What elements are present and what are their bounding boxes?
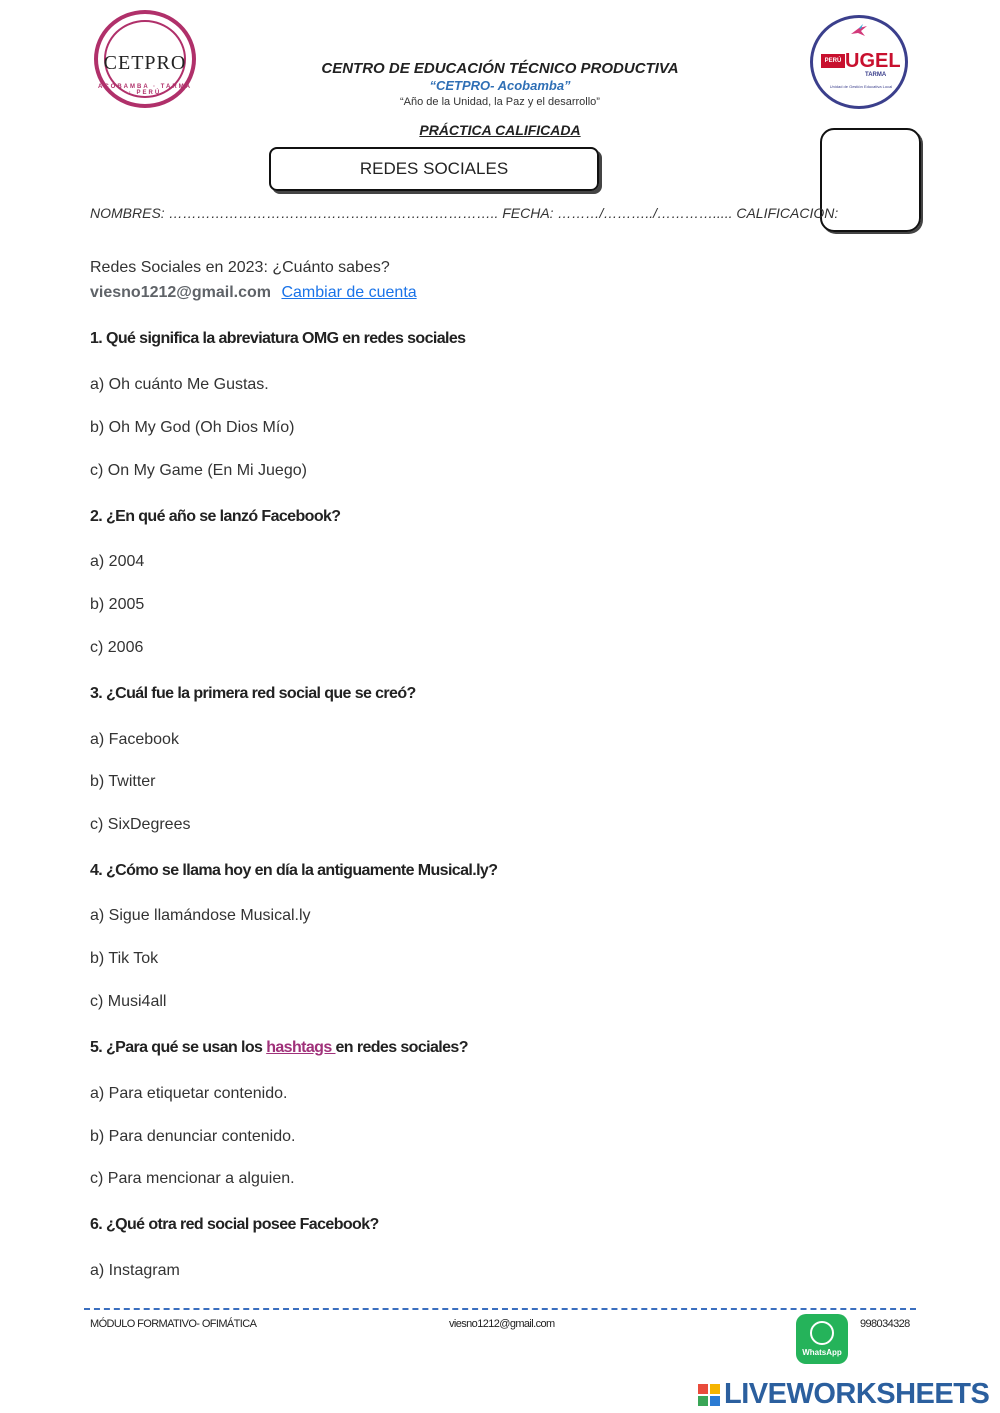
- cetpro-logo-text: CETPRO: [103, 52, 187, 74]
- topic-box: REDES SOCIALES: [269, 147, 599, 191]
- q3-option-a[interactable]: a) Facebook: [90, 731, 179, 748]
- peru-badge: PERÚ: [821, 54, 845, 68]
- liveworksheets-logo: [698, 1378, 989, 1411]
- footer-phone: 998034328: [860, 1318, 910, 1330]
- hummingbird-icon: [849, 24, 869, 38]
- year-motto: “Año de la Unidad, la Paz y el desarrollo”: [400, 96, 600, 108]
- institution-title: CENTRO DE EDUCACIÓN TÉCNICO PRODUCTIVA: [321, 60, 679, 77]
- q5-option-a[interactable]: a) Para etiquetar contenido.: [90, 1085, 288, 1102]
- ugel-text: UGEL: [845, 50, 901, 72]
- cetpro-name: “CETPRO- Acobamba”: [429, 78, 571, 93]
- footer-module: MÓDULO FORMATIVO- OFIMÁTICA: [90, 1318, 257, 1330]
- ugel-logo: [810, 15, 908, 109]
- question-4: 4. ¿Cómo se llama hoy en día la antiguamente Musical.ly?: [90, 862, 498, 879]
- whatsapp-label: WhatsApp: [802, 1348, 842, 1357]
- question-6: 6. ¿Qué otra red social posee Facebook?: [90, 1216, 379, 1233]
- switch-account-link[interactable]: Cambiar de cuenta: [281, 284, 417, 301]
- liveworksheets-text: LIVEWORKSHEETS: [724, 1378, 990, 1410]
- question-2: 2. ¿En qué año se lanzó Facebook?: [90, 508, 341, 525]
- q1-option-b[interactable]: b) Oh My God (Oh Dios Mío): [90, 419, 295, 436]
- ugel-subtext: Unidad de Gestión Educativa Local: [829, 84, 893, 89]
- question-5-text-before: 5. ¿Para qué se usan los: [90, 1039, 267, 1056]
- q4-option-a[interactable]: a) Sigue llamándose Musical.ly: [90, 907, 311, 924]
- question-1: 1. Qué significa la abreviatura OMG en redes sociales: [90, 330, 466, 347]
- account-email: viesno1212@gmail.com: [90, 284, 272, 301]
- question-5: [90, 1039, 468, 1057]
- q3-option-c[interactable]: c) SixDegrees: [90, 816, 191, 833]
- q1-option-c[interactable]: c) On My Game (En Mi Juego): [90, 462, 307, 479]
- question-3: 3. ¿Cuál fue la primera red social que se creó?: [90, 685, 416, 702]
- liveworksheets-squares-icon: [698, 1384, 720, 1406]
- q2-option-b[interactable]: b) 2005: [90, 596, 145, 613]
- whatsapp-phone-circle: [810, 1321, 834, 1345]
- q6-option-a[interactable]: a) Instagram: [90, 1262, 180, 1279]
- whatsapp-icon: [796, 1314, 848, 1364]
- cetpro-logo: [94, 10, 196, 108]
- q4-option-b[interactable]: b) Tik Tok: [90, 950, 159, 967]
- practice-title: PRÁCTICA CALIFICADA: [419, 122, 581, 138]
- cetpro-logo-subtext: ACOBAMBA · TARMA · PERÚ: [98, 84, 192, 96]
- q5-option-c[interactable]: c) Para mencionar a alguien.: [90, 1170, 295, 1187]
- q2-option-a[interactable]: a) 2004: [90, 553, 145, 570]
- footer-email: viesno1212@gmail.com: [449, 1318, 555, 1330]
- account-line: [90, 284, 417, 302]
- q4-option-c[interactable]: c) Musi4all: [90, 993, 167, 1010]
- footer-divider: [84, 1308, 916, 1310]
- q1-option-a[interactable]: a) Oh cuánto Me Gustas.: [90, 376, 269, 393]
- q2-option-c[interactable]: c) 2006: [90, 639, 144, 656]
- q3-option-b[interactable]: b) Twitter: [90, 773, 156, 790]
- student-fields-line: NOMBRES: …………………………………………………………….. FECHA: ………/………../…………..... CALIFICACION:: [90, 205, 839, 221]
- tarma-text: TARMA: [865, 72, 887, 78]
- hashtags-link[interactable]: hashtags: [266, 1039, 336, 1056]
- question-5-text-after: en redes sociales?: [335, 1039, 468, 1056]
- quiz-title: Redes Sociales en 2023: ¿Cuánto sabes?: [90, 259, 390, 276]
- q5-option-b[interactable]: b) Para denunciar contenido.: [90, 1128, 296, 1145]
